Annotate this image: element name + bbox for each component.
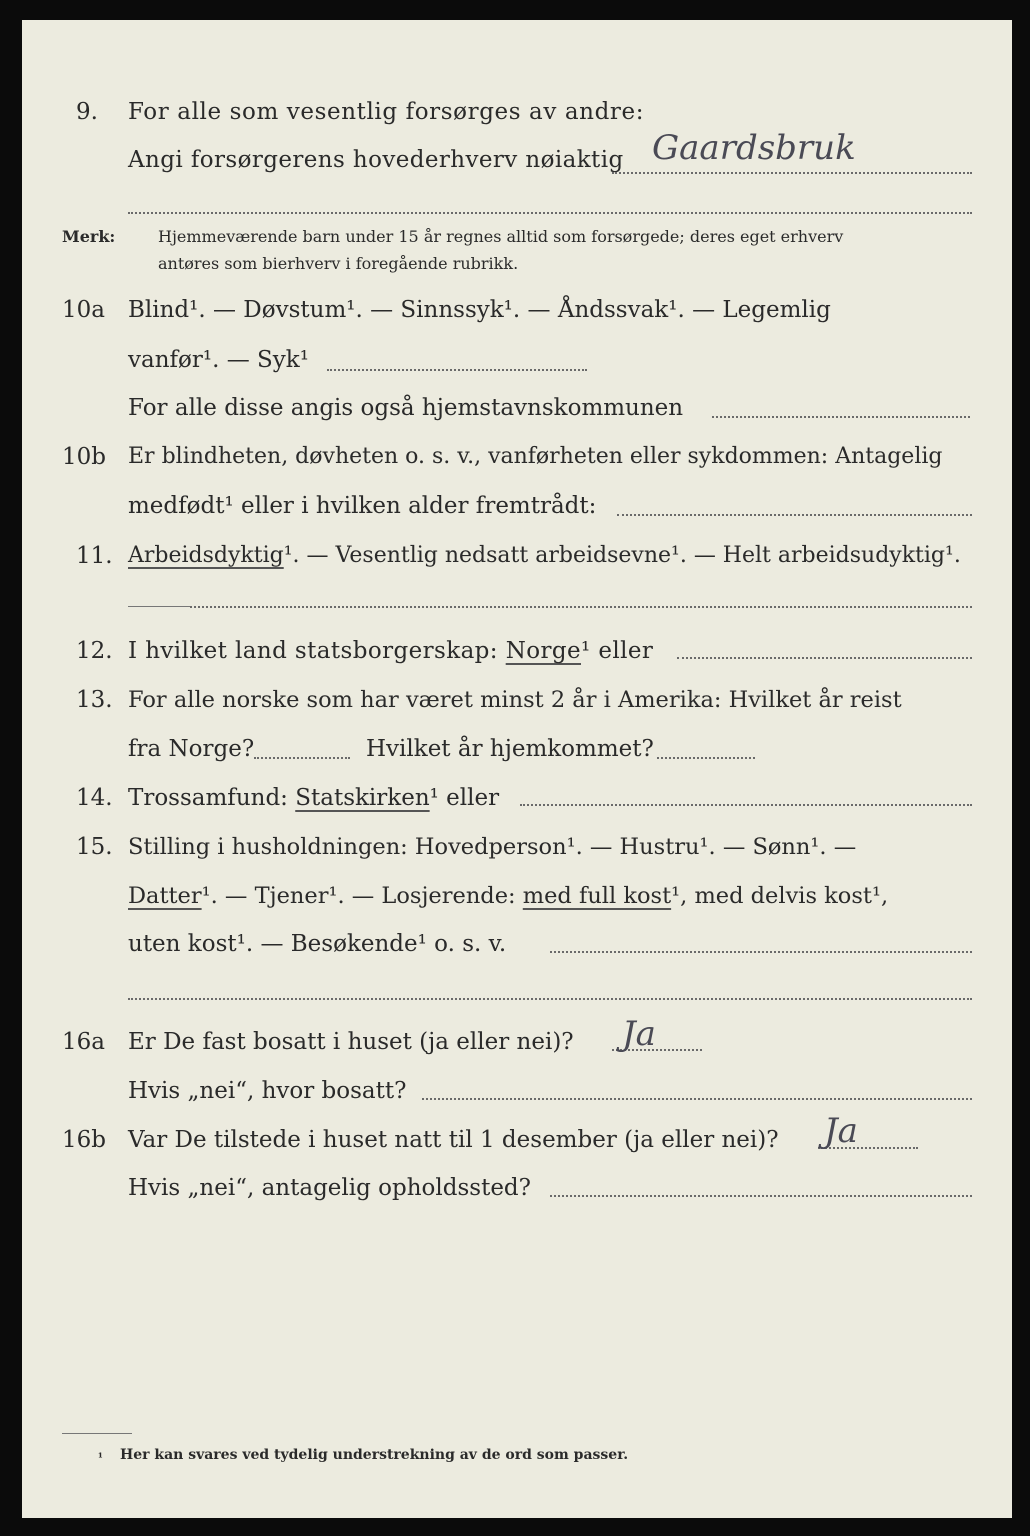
q11-answer-underline (128, 606, 190, 607)
q16a-line1: Er De fast bosatt i huset (ja eller nei)? (128, 1029, 574, 1055)
q15-number: 15. (76, 834, 113, 860)
q10b-answer-line (617, 514, 972, 516)
merk-line1: Hjemmeværende barn under 15 år regnes alltid som forsørgede; deres eget erhverv (158, 227, 844, 246)
q10b-line1: Er blindheten, døvheten o. s. v., vanførheten eller sykdommen: Antagelig (128, 444, 943, 469)
q13-line2a: fra Norge? (128, 736, 255, 762)
q11-number: 11. (76, 543, 113, 569)
q10a-number: 10a (62, 297, 105, 323)
q9-continuation-line (128, 212, 972, 214)
footnote-mark: ¹ (98, 1451, 103, 1464)
q12-prefix: I hvilket land statsborgerskap: (128, 638, 498, 664)
q10a-line2: vanfør¹. — Syk¹ (128, 347, 309, 373)
q16a-line2: Hvis „nei“, hvor bosatt? (128, 1078, 407, 1104)
q13-hjemkommet-line (657, 757, 755, 759)
q15-line1: Stilling i husholdningen: Hovedperson¹. — Hustru¹. — Sønn¹. — (128, 834, 857, 860)
q14-suffix: ¹ eller (429, 785, 500, 811)
q16b-line1: Var De tilstede i huset natt til 1 desember (ja eller nei)? (128, 1127, 779, 1153)
q12-answer-line (677, 657, 972, 659)
q16a-handwritten-answer: Ja (622, 1014, 656, 1054)
q16b-handwritten-answer: Ja (824, 1111, 858, 1151)
q15-line2-end: ¹, med delvis kost¹, (671, 883, 889, 909)
q16b-number: 16b (62, 1127, 106, 1153)
q11-line (128, 541, 961, 571)
q15-continuation-line (128, 998, 972, 1000)
q9-answer-line (612, 172, 972, 174)
q16a-bosatt-line (422, 1098, 972, 1100)
q16b-opholdssted-line (550, 1195, 972, 1197)
q15-line2 (128, 881, 888, 911)
q12-norge-underlined: Norge (505, 638, 581, 664)
q10a-line1: Blind¹. — Døvstum¹. — Sinnssyk¹. — Åndssvak¹. — Legemlig (128, 297, 831, 323)
q10b-line2: medfødt¹ eller i hvilken alder fremtrådt: (128, 493, 597, 519)
q15-line3: uten kost¹. — Besøkende¹ o. s. v. (128, 931, 507, 957)
q15-answer-line (550, 951, 972, 953)
q16a-number: 16a (62, 1029, 105, 1055)
q9-handwritten-answer: Gaardsbruk (652, 128, 856, 168)
q14-line (128, 783, 499, 813)
q13-line1: For alle norske som har været minst 2 år i Amerika: Hvilket år reist (128, 687, 902, 713)
q13-line2b: Hvilket år hjemkommet? (366, 736, 654, 762)
footnote-text: Her kan svares ved tydelig understrekning av de ord som passer. (120, 1447, 629, 1463)
q13-number: 13. (76, 687, 113, 713)
q14-statskirken-underlined: Statskirken (295, 785, 430, 811)
q16b-line2: Hvis „nei“, antagelig opholdssted? (128, 1175, 531, 1201)
q15-full-kost-underlined: med full kost (522, 883, 672, 909)
q9-line1: For alle som vesentlig forsørges av andre: (128, 99, 645, 125)
q9-number: 9. (76, 99, 98, 125)
merk-line2: antøres som bierhverv i foregående rubrikk. (158, 254, 519, 273)
q15-datter-underlined: Datter (128, 883, 202, 909)
census-form-page (22, 20, 1012, 1518)
q15-line2-mid: ¹. — Tjener¹. — Losjerende: (201, 883, 516, 909)
q14-answer-line (520, 804, 972, 806)
q10a-kommune-line (712, 416, 970, 418)
q14-number: 14. (76, 785, 113, 811)
q12-line (128, 636, 653, 666)
merk-label: Merk: (62, 227, 116, 246)
q13-reist-line (254, 757, 350, 759)
q10a-syk-line (327, 369, 587, 371)
q10a-line3: For alle disse angis også hjemstavnskommunen (128, 395, 684, 421)
q14-prefix: Trossamfund: (128, 785, 288, 811)
q11-rest: ¹. — Vesentlig nedsatt arbeidsevne¹. — Helt arbeidsudyktig¹. (283, 543, 961, 568)
q11-answer-line (190, 606, 972, 608)
q11-arbeidsdyktig-underlined: Arbeidsdyktig (128, 543, 284, 568)
q12-number: 12. (76, 638, 113, 664)
q10b-number: 10b (62, 444, 106, 470)
q12-suffix: ¹ eller (581, 638, 654, 664)
q9-line2: Angi forsørgerens hovederhverv nøiaktig (128, 147, 624, 173)
footnote-rule (62, 1433, 132, 1434)
